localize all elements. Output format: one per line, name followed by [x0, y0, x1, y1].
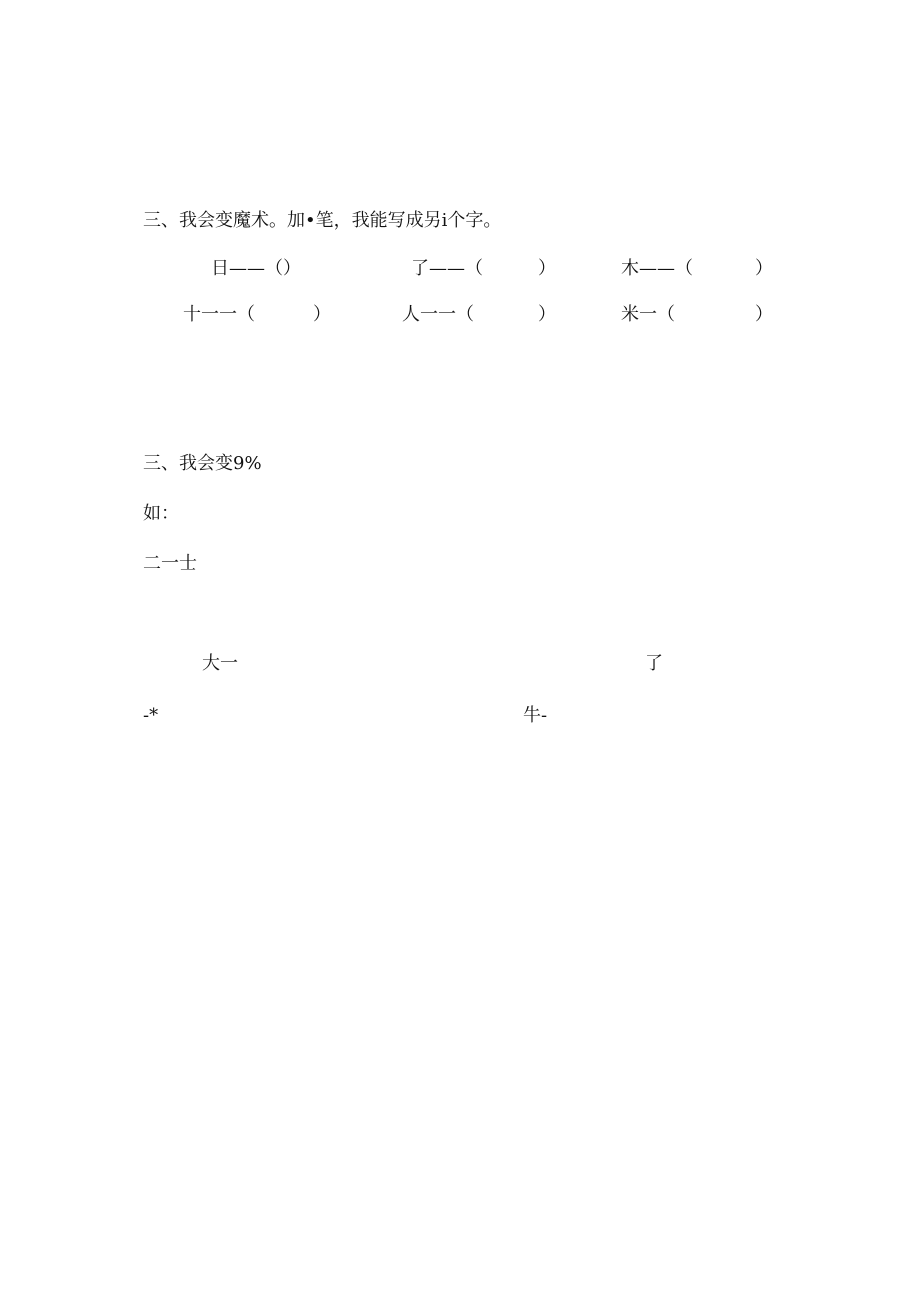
example-label: 如：: [143, 503, 179, 524]
exercise-item-niu: 牛-: [523, 705, 548, 726]
exercise-item-le: 了——（: [411, 258, 483, 279]
exercise-item-ren: 人一一（: [402, 304, 474, 325]
section2-heading: 三、我会变9%: [143, 453, 262, 474]
section1-heading: 三、我会变魔术。加•笔，我能写成另i个字。: [143, 210, 502, 231]
exercise-item-shi-close: ）: [313, 304, 331, 325]
exercise-item-ren-close: ）: [538, 304, 556, 325]
exercise-item-mi: 米一（: [621, 304, 675, 325]
exercise-item-mi-close: ）: [755, 304, 773, 325]
exercise-item-mu: 木——（: [621, 258, 693, 279]
exercise-item-le2: 了: [645, 653, 663, 674]
exercise-item-le-close: ）: [538, 258, 556, 279]
exercise-item-ri: 日——（）: [211, 258, 301, 279]
exercise-item-dash-star: -*: [143, 705, 159, 726]
exercise-item-da: 大一: [202, 653, 238, 674]
example-text: 二一士: [143, 553, 197, 574]
exercise-item-shi: 十一一（: [183, 304, 255, 325]
exercise-item-mu-close: ）: [755, 258, 773, 279]
